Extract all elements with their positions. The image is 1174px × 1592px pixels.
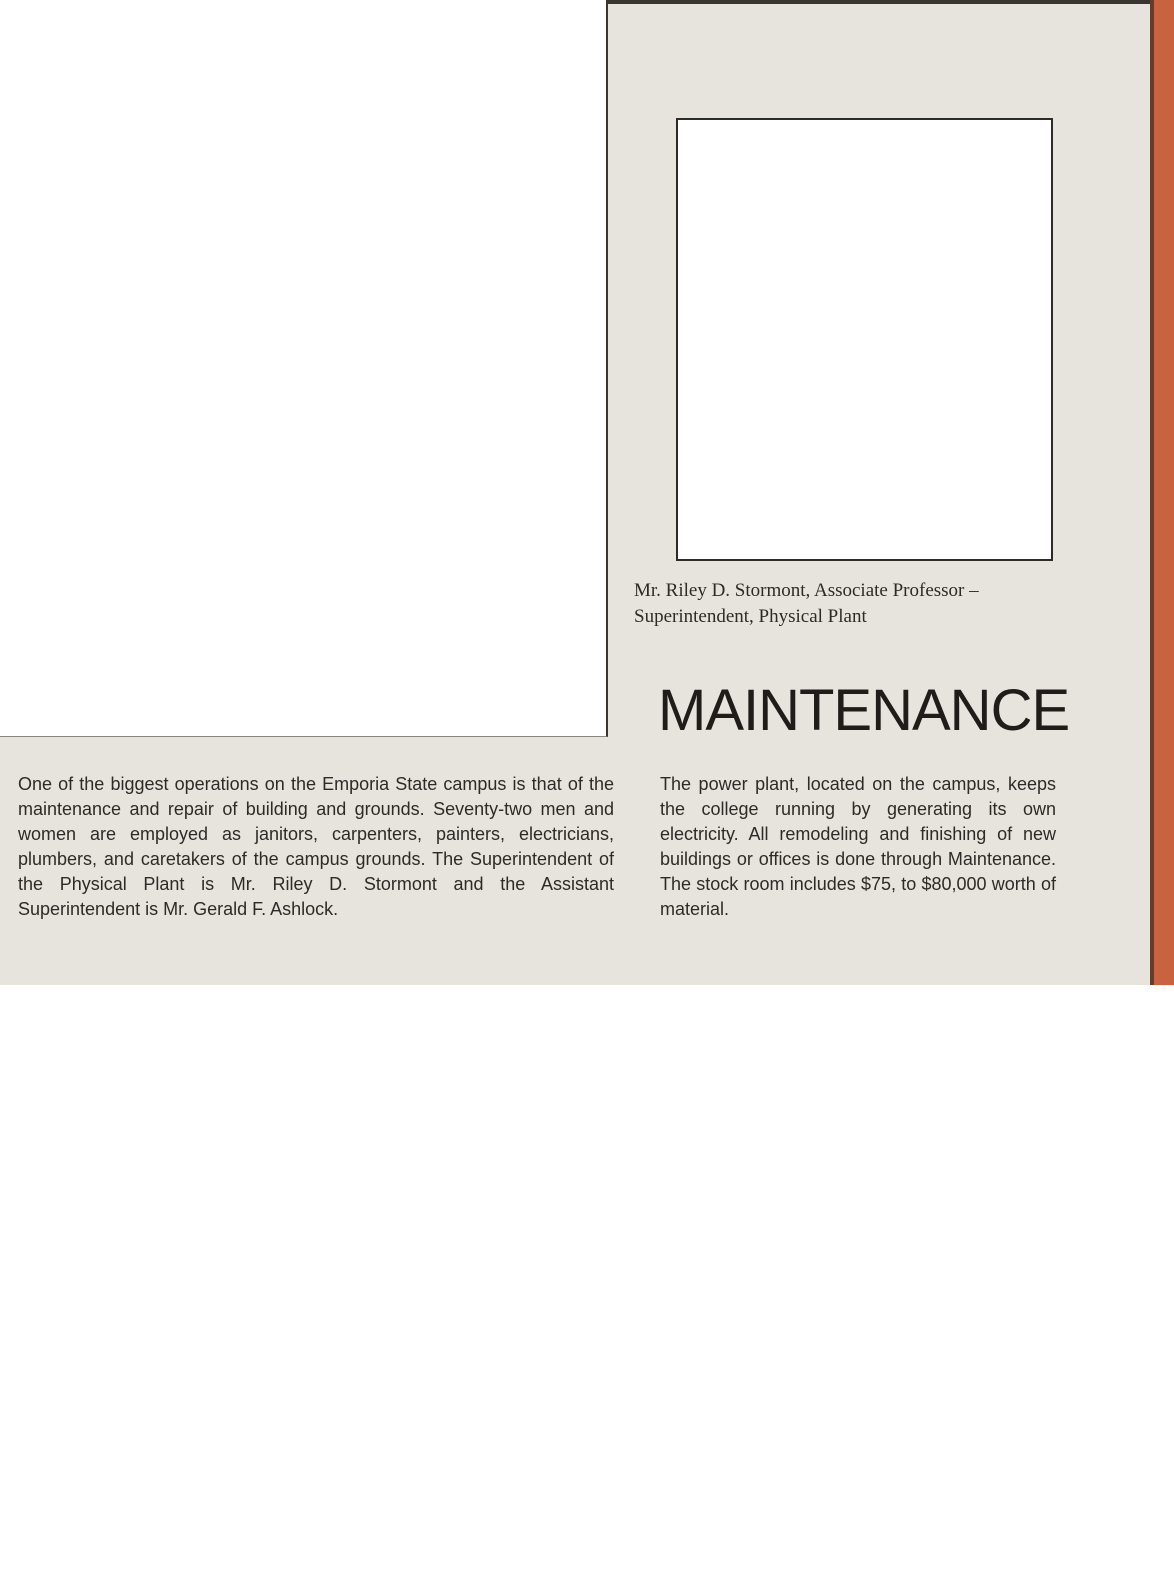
body-paragraph-right: The power plant, located on the campus, keeps the college running by generating its own electricity. All remodeling and finishing of new buildings or offices is done through Maintenance. The stock room includes $75, to $80,000 worth of material. xyxy=(660,774,1056,919)
caption-line-2: Superintendent, Physical Plant xyxy=(634,606,867,627)
page-title: MAINTENANCE xyxy=(658,678,1070,743)
portrait-caption xyxy=(634,578,1074,630)
page-top-edge xyxy=(608,0,1174,4)
maintenance-photo xyxy=(0,0,608,737)
portrait-photo xyxy=(676,118,1053,561)
caption-line-1: Mr. Riley D. Stormont, Associate Professor – xyxy=(634,580,979,601)
binding-spine xyxy=(1154,0,1174,985)
body-paragraph-left: One of the biggest operations on the Emporia State campus is that of the maintenance and repair of building and grounds. Seventy-two men and women are employed as janitors, carpenters, painters, electricians, plumbers, and caretakers of the campus grounds. The Superintendent of the Physical Plant is Mr. Riley D. Stormont and the Assistant Superintendent is Mr. Gerald F. Ashlock. xyxy=(18,774,614,919)
